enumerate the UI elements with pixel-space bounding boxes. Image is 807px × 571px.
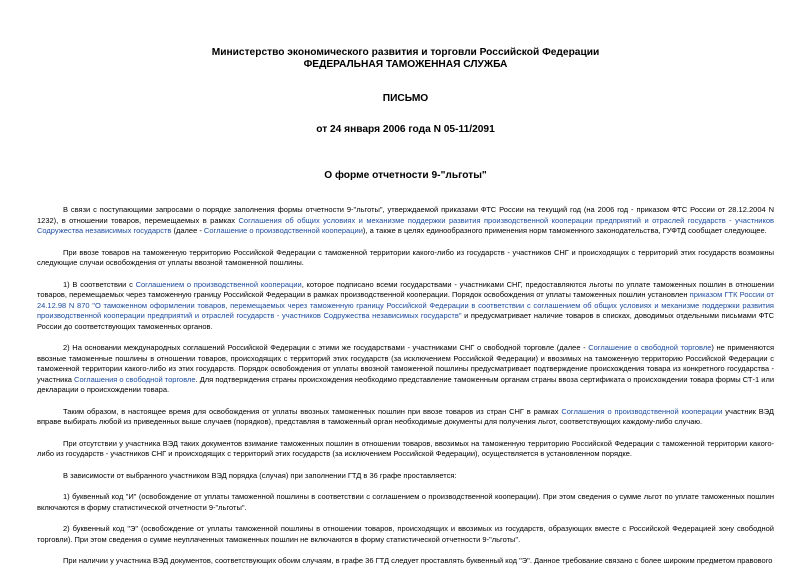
paragraph-text: . Для подтверждения страны происхождения необходимо представление таможенным органам страны ввоза сертификата о происхождении товара формы СТ-1 или декларации о происхождении товара.: [37, 374, 775, 394]
paragraph-text: В зависимости от выбранного участником ВЭД порядка (случая) при заполнении ГТД в 36 графе проставляется:: [63, 470, 457, 480]
document-reference-link[interactable]: Соглашение о свободной торговле: [588, 343, 712, 352]
service-name: ФЕДЕРАЛЬНАЯ ТАМОЖЕННАЯ СЛУЖБА: [303, 59, 508, 70]
issuing-organization: [37, 47, 774, 71]
body-paragraph: [37, 343, 774, 396]
paragraph-text: 2) На основании международных соглашений Российской Федерации с этими же государствами - участниками СНГ о свободной торговле (далее -: [63, 343, 589, 352]
document-date-number: от 24 января 2006 года N 05-11/2091: [316, 124, 495, 135]
body-paragraph: [37, 556, 774, 567]
paragraph-text: В связи с поступающими запросами о порядке заполнения формы отчетности 9-"льготы", утверждаемой приказами ФТС России на текущий год (на 2006 год - приказом ФТС России от 28.12.2004 N 1232), в отношении товаров, перемещаемых в рамках: [37, 205, 774, 225]
body-paragraph: [37, 248, 774, 269]
body-paragraph: [37, 524, 774, 545]
paragraph-text: При ввозе товаров на таможенную территорию Российской Федерации с таможенной территории какого-либо из государств - участников СНГ и происходящих с территорий этих государств возможны следующие случаи освобождения от уплаты ввозной таможенной пошлины.: [37, 247, 774, 267]
document-reference-link[interactable]: Соглашение о производственной кооперации: [203, 226, 363, 235]
body-paragraph: [37, 471, 774, 482]
body-paragraph: [37, 280, 774, 333]
document-reference-link[interactable]: Соглашения об общих условиях и механизме поддержки развития производственной кооперации предприятий и отраслей государств - участников Содружества независимых государств: [37, 215, 774, 235]
body-paragraph: [37, 407, 774, 428]
paragraph-text: Таким образом, в настоящее время для освобождения от уплаты ввозных таможенных пошлин при ввозе товаров из стран СНГ в рамках: [63, 406, 562, 416]
document-subject: О форме отчетности 9-"льготы": [324, 170, 487, 181]
paragraph-text: ) не применяются ввозные таможенные пошлины в отношении товаров, происходящих с территорий этих государств (за исключением Российской Федерации) и ввозимых на таможенную территорию Российской Федерации с таможенной территории какого-либо из этих государств. Порядок освобождения от уплаты ввозной таможенной пошлины предусматривает подтверждение происхождения товара из конкретного государства - участника: [37, 343, 774, 384]
paragraph-text: и предусматривает наличие товаров в списках, доводимых отдельными письмами ФТС России до соответствующих таможенных органов.: [37, 311, 774, 331]
paragraph-text: участник ВЭД вправе выбирать любой из приведенных выше случаев (порядков), представляя в таможенный орган необходимые документы для получения льгот, соответствующих каждому-либо случаю.: [37, 406, 774, 426]
document-reference-link[interactable]: Соглашением о производственной кооперации: [135, 279, 302, 289]
paragraph-text: При наличии у участника ВЭД документов, соответствующих обоим случаям, в графе 36 ГТД следует проставлять буквенный код "Э". Данное требование связано с более широким предметом правового: [63, 556, 773, 565]
body-paragraph: [37, 205, 774, 237]
paragraph-text: ), а также в целях единообразного применения норм таможенного законодательства, ГУФТД сообщает следующее.: [362, 226, 767, 235]
ministry-name: Министерство экономического развития и торговли Российской Федерации: [211, 47, 600, 58]
body-paragraph: [37, 492, 774, 513]
document-body: [37, 205, 774, 567]
paragraph-text: 1) буквенный код "И" (освобождение от уплаты таможенной пошлины в соответствии с соглашением о производственной кооперации). При этом сведения о сумме льгот по уплате таможенных пошлин включаются в форму статистической отчетности 9-"льготы".: [37, 492, 774, 512]
paragraph-text: , которое подписано всеми государствами - участниками СНГ, предоставляются льготы по уплате таможенных пошлин в отношении товаров, перемещаемых через таможенную границу Российской Федерации в рамках производственной кооперации. Порядок освобождения от уплаты таможенных пошлин установлен: [37, 279, 774, 299]
document-reference-link[interactable]: приказом ГТК России от 24.12.98 N 870 "О таможенном оформлении товаров, перемещаемых через таможенную границу Российской Федерации в соответствии с соглашением об общих условиях и механизме поддержки развития производственной кооперации предприятий и отраслей государств - участников Содружества независимых государств": [37, 290, 774, 320]
document-reference-link[interactable]: Соглашения о свободной торговле: [74, 374, 196, 384]
body-paragraph: [37, 439, 774, 460]
document-type: ПИСЬМО: [382, 93, 429, 104]
paragraph-text: 2) буквенный код "Э" (освобождение от уплаты таможенной пошлины в отношении товаров, происходящих и ввозимых из государств, образующих вместе с Российской Федерацией зону свободной торговли). При этом сведения о сумме неуплаченных таможенных пошлин не включаются в форму статистической отчетности 9-"льготы".: [37, 524, 774, 544]
paragraph-text: При отсутствии у участника ВЭД таких документов взимание таможенных пошлин в отношении товаров, ввозимых на таможенную территорию Российской Федерации с таможенной территории какого-либо из государств - участников СНГ и происходящих с территорий этих государств (за исключением Российской Федерации), осуществляется в установленном порядке.: [37, 438, 774, 458]
document-reference-link[interactable]: Соглашения о производственной кооперации: [561, 406, 723, 416]
paragraph-text: 1) В соответствии с: [63, 279, 136, 289]
paragraph-text: (далее -: [171, 226, 204, 235]
